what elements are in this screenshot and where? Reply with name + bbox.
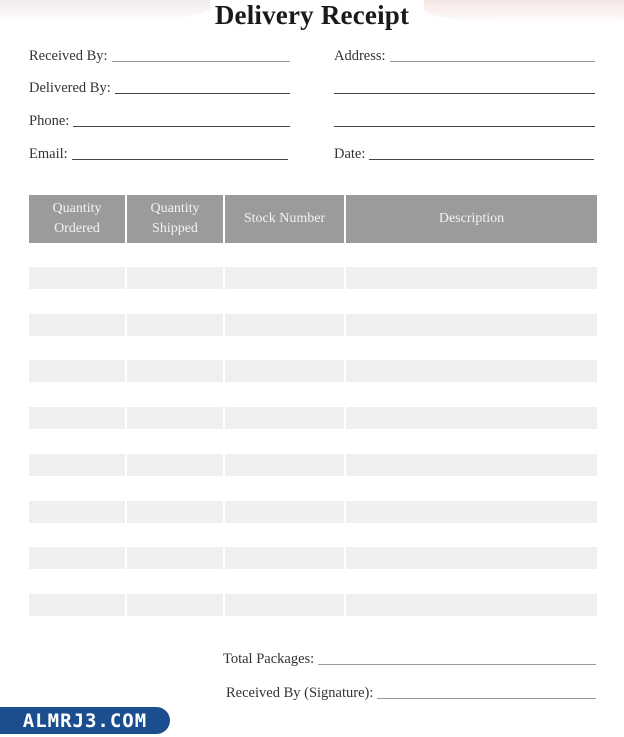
received-by-line[interactable] (112, 49, 290, 62)
email-field (29, 143, 288, 163)
column-header-quantity-ordered: Quantity Ordered (29, 195, 125, 243)
signature-field (226, 682, 596, 702)
address-field (334, 45, 595, 65)
quantity-ordered-cell[interactable] (29, 360, 125, 382)
signature-line[interactable] (377, 686, 596, 699)
address-label: Address: (334, 48, 386, 64)
stock-number-cell[interactable] (225, 547, 344, 569)
received-by-field (29, 45, 290, 65)
site-watermark-logo (0, 707, 170, 734)
stock-number-cell[interactable] (225, 360, 344, 382)
total-packages-field (223, 648, 596, 668)
date-line[interactable] (369, 147, 594, 160)
column-header-stock-number: Stock Number (225, 195, 344, 243)
table-row (29, 594, 597, 616)
total-packages-label: Total Packages: (223, 651, 315, 667)
description-cell[interactable] (346, 407, 597, 429)
quantity-ordered-cell[interactable] (29, 407, 125, 429)
table-row (29, 267, 597, 289)
address-line-2[interactable] (334, 81, 595, 94)
quantity-shipped-cell[interactable] (127, 267, 223, 289)
watermark-text: ALMRJ3.COM (22, 709, 148, 732)
stock-number-cell[interactable] (225, 267, 344, 289)
delivered-by-field (29, 77, 290, 97)
table-row (29, 454, 597, 476)
description-cell[interactable] (346, 594, 597, 616)
address-line-3[interactable] (334, 114, 595, 127)
document-title: Delivery Receipt (214, 0, 410, 30)
quantity-ordered-cell[interactable] (29, 501, 125, 523)
quantity-ordered-cell[interactable] (29, 314, 125, 336)
delivered-by-label: Delivered By: (29, 80, 111, 96)
email-label: Email: (29, 146, 68, 162)
column-header-description: Description (346, 195, 597, 243)
quantity-shipped-cell[interactable] (127, 407, 223, 429)
quantity-ordered-cell[interactable] (29, 454, 125, 476)
description-cell[interactable] (346, 360, 597, 382)
signature-label: Received By (Signature): (226, 685, 374, 701)
description-cell[interactable] (346, 314, 597, 336)
phone-line[interactable] (73, 114, 290, 127)
email-line[interactable] (72, 147, 288, 160)
table-row (29, 547, 597, 569)
address-line[interactable] (390, 49, 595, 62)
quantity-shipped-cell[interactable] (127, 360, 223, 382)
stock-number-cell[interactable] (225, 454, 344, 476)
received-by-label: Received By: (29, 48, 108, 64)
quantity-shipped-cell[interactable] (127, 594, 223, 616)
quantity-ordered-cell[interactable] (29, 594, 125, 616)
quantity-ordered-cell[interactable] (29, 267, 125, 289)
quantity-ordered-cell[interactable] (29, 547, 125, 569)
column-header-quantity-shipped: Quantity Shipped (127, 195, 223, 243)
table-row (29, 407, 597, 429)
quantity-shipped-cell[interactable] (127, 454, 223, 476)
stock-number-cell[interactable] (225, 501, 344, 523)
description-cell[interactable] (346, 501, 597, 523)
table-row (29, 360, 597, 382)
phone-field (29, 110, 290, 130)
date-label: Date: (334, 146, 366, 162)
stock-number-cell[interactable] (225, 594, 344, 616)
address-line-2-field (334, 77, 595, 97)
stock-number-cell[interactable] (225, 314, 344, 336)
phone-label: Phone: (29, 113, 70, 129)
total-packages-line[interactable] (318, 652, 596, 665)
quantity-shipped-cell[interactable] (127, 547, 223, 569)
delivered-by-line[interactable] (115, 81, 290, 94)
table-row (29, 314, 597, 336)
quantity-shipped-cell[interactable] (127, 501, 223, 523)
description-cell[interactable] (346, 267, 597, 289)
table-header (29, 195, 597, 243)
date-field (334, 143, 594, 163)
stock-number-cell[interactable] (225, 407, 344, 429)
address-line-3-field (334, 110, 595, 130)
table-row (29, 501, 597, 523)
quantity-shipped-cell[interactable] (127, 314, 223, 336)
description-cell[interactable] (346, 547, 597, 569)
description-cell[interactable] (346, 454, 597, 476)
